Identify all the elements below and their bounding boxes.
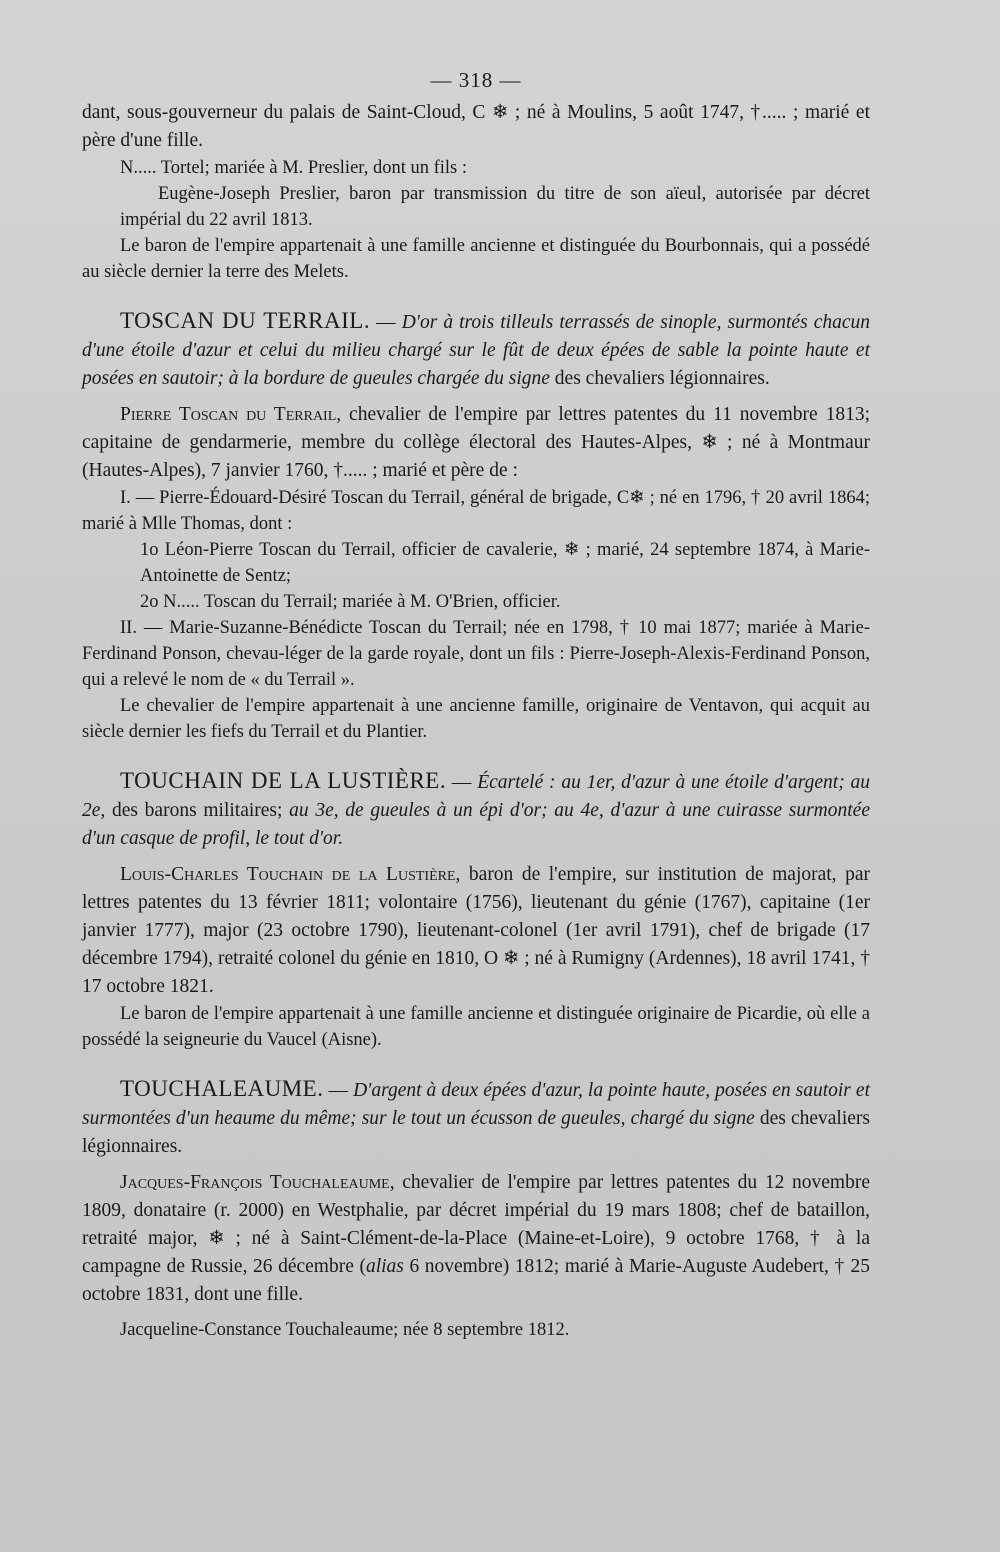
touchain-title: TOUCHAIN DE LA LUSTIÈRE.	[120, 768, 447, 793]
touchain-arms-a: Écartelé : au 1er, d'azur à une étoile d'argent; au 2e,	[82, 772, 870, 821]
toscan-person-name: Pierre Toscan du Terrail,	[120, 404, 342, 425]
touchain-arms-c: au 3e, de gueules à un épi d'or; au 4e, d'azur à une cuirasse surmontée d'un casque de profil, le tout d'or.	[82, 800, 870, 849]
touchaleaume-person-name: Jacques-François Touchaleaume,	[120, 1172, 395, 1193]
touchaleaume-heading	[82, 1075, 870, 1161]
touchain-dash: —	[446, 772, 478, 793]
toscan-arms-tail: des chevaliers légionnaires.	[549, 368, 770, 389]
touchain-person-name: Louis-Charles Touchain de la Lustière,	[120, 864, 461, 885]
touchaleaume-person-alias: alias	[365, 1256, 404, 1277]
toscan-person	[82, 401, 870, 485]
touchaleaume-arms-tail: des chevaliers légionnaires.	[82, 1108, 870, 1157]
toscan-note: Le chevalier de l'empire appartenait à une ancienne famille, originaire de Ventavon, qui acquit au siècle dernier les fiefs du Terrail et du Plantier.	[82, 696, 870, 742]
continuation-line: dant, sous-gouverneur du palais de Saint-Cloud, C ❄ ; né à Moulins, 5 août 1747, †..... ; marié et père d'une fille.	[82, 102, 870, 151]
toscan-child-2: II. — Marie-Suzanne-Bénédicte Toscan du Terrail; née en 1798, † 10 mai 1877; mariée à Marie-Ferdinand Ponson, chevau-léger de la garde royale, dont un fils : Pierre-Joseph-Alexis-Ferdinand Ponson, qui a relevé le nom de « du Terrail ».	[82, 618, 870, 690]
touchaleaume-person	[82, 1169, 870, 1309]
toscan-title: TOSCAN DU TERRAIL.	[120, 308, 371, 333]
toscan-child-1: I. — Pierre-Édouard-Désiré Toscan du Terrail, général de brigade, C❄ ; né en 1796, † 20 avril 1864; marié à Mlle Thomas, dont :	[82, 488, 870, 534]
toscan-dash: —	[370, 312, 402, 333]
toscan-child-1b: 2o N..... Toscan du Terrail; mariée à M. O'Brien, officier.	[140, 592, 561, 612]
page-number: — 318 —	[430, 68, 522, 92]
touchain-person-text: baron de l'empire, sur institution de majorat, par lettres patentes du 13 février 1811; volontaire (1756), lieutenant du génie (1767), capitaine (1er janvier 1777), major (23 octobre 1790), lieutenant-colonel (1er avril 1791), chef de brigade (17 décembre 1794), retraité colonel du génie en 1810, O ❄ ; né à Rumigny (Ardennes), 18 avril 1741, † 17 octobre 1821.	[82, 864, 870, 997]
touchain-heading	[82, 767, 870, 853]
touchain-arms-b: des barons militaires;	[105, 800, 290, 821]
touchaleaume-dash: —	[323, 1080, 354, 1101]
touchain-note: Le baron de l'empire appartenait à une famille ancienne et distinguée originaire de Picardie, où elle a possédé la seigneurie du Vaucel (Aisne).	[82, 1004, 870, 1050]
preslier-note: Le baron de l'empire appartenait à une famille ancienne et distinguée du Bourbonnais, qui a possédé au siècle dernier la terre des Melets.	[82, 236, 870, 282]
touchaleaume-title: TOUCHALEAUME.	[120, 1076, 324, 1101]
touchaleaume-daughter: Jacqueline-Constance Touchaleaume; née 8 septembre 1812.	[120, 1320, 570, 1340]
touchaleaume-person-text: chevalier de l'empire par lettres patentes du 12 novembre 1809, donataire (r. 2000) en Westphalie, par décret impérial du 19 mars 1808; chef de bataillon, retraité major, ❄ ; né à Saint-Clément-de-la-Place (Maine-et-Loire), 9 octobre 1768, † à la campagne de Russie, 26 décembre (	[82, 1172, 870, 1277]
touchain-person	[82, 861, 870, 1001]
tortel-line: N..... Tortel; mariée à M. Preslier, dont un fils :	[120, 158, 468, 178]
toscan-heading	[82, 307, 870, 393]
eugene-line: Eugène-Joseph Preslier, baron par transmission du titre de son aïeul, autorisée par décret impérial du 22 avril 1813.	[120, 184, 870, 230]
toscan-child-1a: 1o Léon-Pierre Toscan du Terrail, officier de cavalerie, ❄ ; marié, 24 septembre 1874, à Marie-Antoinette de Sentz;	[140, 540, 870, 586]
touchaleaume-arms: D'argent à deux épées d'azur, la pointe haute, posées en sautoir et surmontées d'un heaume du même; sur le tout un écusson de gueules, chargé du signe	[82, 1080, 871, 1129]
touchaleaume-person-tail: 6 novembre) 1812; marié à Marie-Auguste Audebert, † 25 octobre 1831, dont une fille.	[82, 1256, 870, 1305]
toscan-person-text: chevalier de l'empire par lettres patentes du 11 novembre 1813; capitaine de gendarmerie, membre du collège électoral des Hautes-Alpes, ❄ ; né à Montmaur (Hautes-Alpes), 7 janvier 1760, †..... ; marié et père de :	[82, 404, 870, 481]
toscan-arms: D'or à trois tilleuls terrassés de sinople, surmontés chacun d'une étoile d'azur et celui du milieu chargé sur le fût de deux épées de sable la pointe haute et posées en sautoir; à la bordure de gueules chargée du signe	[82, 312, 871, 389]
